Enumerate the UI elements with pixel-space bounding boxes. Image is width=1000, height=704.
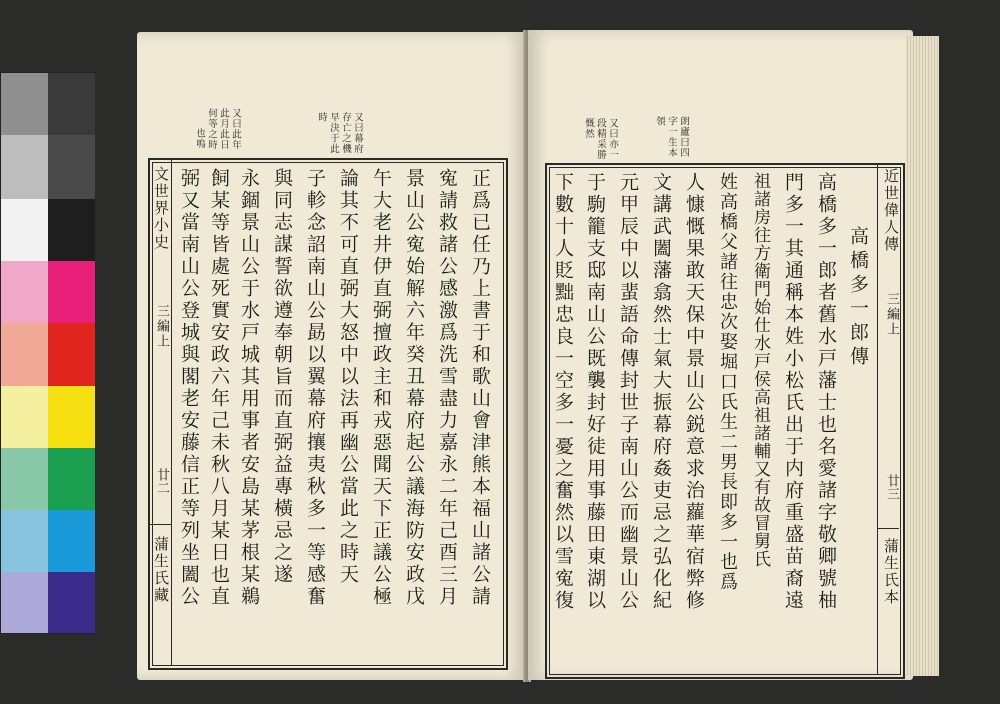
color-swatch <box>1 386 48 448</box>
color-swatch <box>48 73 95 135</box>
chapter-title: 高橋多一郎傳 <box>847 226 869 370</box>
text-column: 午大老井伊直弼擅政主和戎惡聞天下正議公極 <box>370 168 392 608</box>
text-column: 與同志謀誓欲遵奉朝旨而直弼益專橫忌之遂 <box>271 168 293 586</box>
head-note: 存亡之機 <box>340 112 351 154</box>
head-note: 朗廬曰四 <box>678 116 689 158</box>
text-column: 飼某等皆處死實安政六年己未秋八月某日也直 <box>208 168 230 608</box>
head-note: 又曰亦一 <box>607 118 618 160</box>
head-note: 早決于此 <box>328 112 339 154</box>
color-swatch <box>1 448 48 510</box>
text-column: 寃請救諸公感激爲洗雪盡力嘉永二年己酉三月 <box>436 168 458 608</box>
page-edges <box>905 36 939 676</box>
head-note: 字一生本 <box>666 116 677 158</box>
leaf-number: 廿二 <box>154 468 169 494</box>
color-swatch <box>1 572 48 633</box>
publisher-mark: 蒲生氏藏 <box>152 536 170 604</box>
color-swatch <box>48 199 95 261</box>
color-swatch <box>48 510 95 572</box>
color-swatch <box>48 572 95 633</box>
section-label: 三編上 <box>884 292 899 337</box>
color-swatch <box>48 261 95 323</box>
text-column: 門多一其通稱本姓小松氏出于内府重盛苗裔遠 <box>782 172 804 612</box>
color-swatch <box>48 448 95 510</box>
text-column: 人慷慨果敢天保中景山公鋭意求治蘿華宿弊修 <box>683 172 705 612</box>
text-column: 元甲辰中以蜚語命傳封世子南山公而幽景山公 <box>617 172 639 612</box>
head-note: 也嗚 <box>194 128 205 149</box>
text-column: 論其不可直弼大怒中以法再幽公當此之時天 <box>337 168 359 586</box>
text-column: 姓高橋父諸往忠次娶堀口氏生二男長即多一也爲 <box>717 172 738 592</box>
color-swatch <box>48 135 95 199</box>
color-swatch <box>1 323 48 386</box>
text-column: 景山公寃始解六年癸丑幕府起公議海防安政戊 <box>403 168 425 608</box>
text-column: 于駒籠支邸南山公既襲封好徒用事藤田東湖以 <box>584 172 606 612</box>
right-page <box>528 30 913 680</box>
text-column: 祖諸房往方衛門始仕水戸侯高祖諸輔又有故冒舅氏 <box>750 172 770 568</box>
publisher-mark: 蒲生氏本 <box>882 538 900 606</box>
color-swatch <box>1 135 48 199</box>
left-page <box>137 32 526 680</box>
head-note: 此月此日 <box>218 108 229 150</box>
color-swatch <box>1 510 48 572</box>
text-column: 永錮景山公于水戸城其用事者安島某茅根某鵜 <box>238 168 260 608</box>
text-column: 文講武闔藩翕然士氣大振幕府姦吏忌之弘化紀 <box>650 172 672 612</box>
head-note: 慨然 <box>583 118 594 139</box>
color-calibration-chart <box>0 72 95 634</box>
head-note: 又曰幕府 <box>352 112 363 154</box>
margin-rule <box>150 524 171 525</box>
text-column: 下數十人貶黜忠良一空多一憂之奮然以雪寃復 <box>552 172 574 612</box>
color-swatch <box>48 323 95 386</box>
color-swatch <box>1 199 48 261</box>
section-label: 三編上 <box>154 304 169 349</box>
head-note: 領 <box>654 116 665 127</box>
header-label: 近世偉人傳 <box>882 168 900 253</box>
head-note: 又曰此年 <box>230 108 241 150</box>
margin-rule <box>877 165 878 675</box>
text-column: 正爲已任乃上書于和歌山會津熊本福山諸公請 <box>469 168 491 608</box>
text-column: 弼又當南山公登城與閣老安藤信正等列坐闔公 <box>178 168 200 608</box>
color-swatch <box>48 386 95 448</box>
leaf-number: 廿三 <box>884 474 899 500</box>
margin-rule <box>877 528 899 529</box>
color-swatch <box>1 73 48 135</box>
color-swatch <box>1 261 48 323</box>
head-note: 段精采勝 <box>595 118 606 160</box>
head-note: 何等之時 <box>206 108 217 150</box>
text-column: 子軫念詔南山公勗以翼幕府攘夷秋多一等感奮 <box>304 168 326 608</box>
margin-title: 文世界小史 <box>152 166 170 251</box>
text-column: 高橋多一郎者舊水戸藩士也名愛諸字敬卿號柚 <box>815 172 837 612</box>
head-note: 時 <box>316 112 327 123</box>
